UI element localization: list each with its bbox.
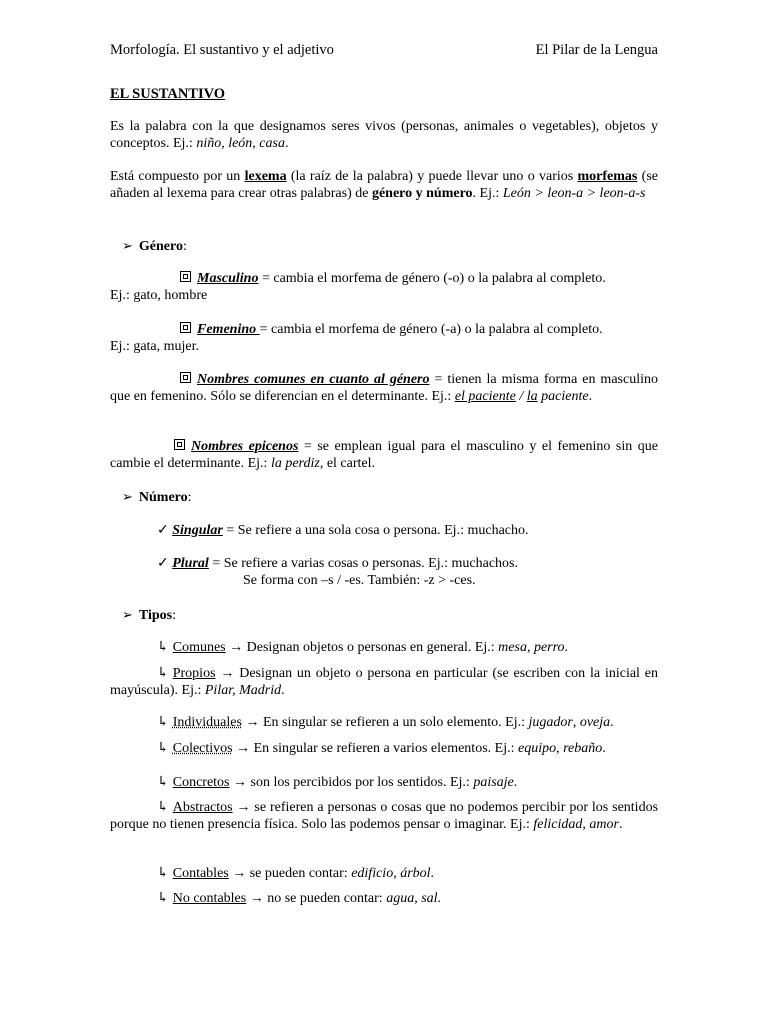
check-icon: ✓: [157, 523, 169, 538]
tipos-heading: ➢ Tipos:: [122, 607, 177, 623]
check-icon: ✓: [157, 556, 169, 571]
genero-masculino-example: Ej.: gato, hombre: [110, 288, 208, 303]
right-arrow-icon: →: [236, 800, 251, 815]
right-arrow-icon: →: [220, 666, 235, 681]
tipo-propios: ↳ Propios → Designan un objeto o persona en particular (se escriben con la inicial en mayúscula). Ej.: Pilar, Madrid.: [110, 666, 658, 698]
numero-singular: ✓ Singular = Se refiere a una sola cosa o persona. Ej.: muchacho.: [157, 523, 529, 538]
right-arrow-icon: →: [229, 640, 244, 655]
tipo-concretos: ↳ Concretos → son los percibidos por los sentidos. Ej.: paisaje.: [157, 775, 518, 790]
genero-heading: ➢ Género:: [122, 238, 187, 254]
hook-arrow-icon: ↳: [157, 666, 169, 681]
genero-epicenos: Nombres epicenos = se emplean igual para el masculino y el femenino sin que cambie el determinante. Ej.: la perdiz, el cartel.: [110, 439, 658, 471]
genero-masculino: Masculino = cambia el morfema de género (-o) o la palabra al completo.: [180, 270, 606, 287]
hook-arrow-icon: ↳: [157, 741, 169, 756]
tipo-abstractos: ↳ Abstractos → se refieren a personas o cosas que no podemos percibir por los sentidos porque no tienen presencia física. Solo las podemos pensar o imaginar. Ej.: felicidad, amor.: [110, 800, 659, 832]
tipo-comunes: ↳ Comunes → Designan objetos o personas en general. Ej.: mesa, perro.: [157, 640, 569, 655]
hook-arrow-icon: ↳: [157, 775, 169, 790]
numero-plural: ✓ Plural = Se refiere a varias cosas o personas. Ej.: muchachos.: [157, 556, 518, 571]
right-arrow-icon: →: [245, 715, 260, 730]
right-arrow-icon: →: [249, 891, 264, 906]
square-bullet-icon: [180, 372, 191, 383]
square-bullet-icon: [174, 439, 185, 450]
numero-heading: ➢ Número:: [122, 489, 192, 505]
square-bullet-icon: [180, 322, 191, 333]
header-left: Morfología. El sustantivo y el adjetivo: [110, 42, 334, 58]
genero-comunes: Nombres comunes en cuanto al género = tienen la misma forma en masculino que en femenino. Sólo se diferencian en el determinante. Ej.: el paciente / la paciente.: [110, 372, 658, 404]
arrow-bullet-icon: ➢: [122, 489, 133, 504]
right-arrow-icon: →: [233, 775, 247, 790]
hook-arrow-icon: ↳: [157, 891, 169, 906]
genero-femenino: Femenino = cambia el morfema de género (-a) o la palabra al completo.: [180, 321, 603, 338]
genero-femenino-example: Ej.: gata, mujer.: [110, 339, 200, 354]
hook-arrow-icon: ↳: [157, 800, 169, 815]
tipo-individuales: ↳ Individuales → En singular se refieren a un solo elemento. Ej.: jugador, oveja.: [157, 715, 614, 730]
intro-paragraph-1: Es la palabra con la que designamos seres vivos (personas, animales o vegetables), objetos y conceptos. Ej.: niño, león, casa.: [110, 119, 658, 151]
hook-arrow-icon: ↳: [157, 715, 169, 730]
tipo-contables: ↳ Contables → se pueden contar: edificio, árbol.: [157, 866, 435, 881]
numero-plural-formation: Se forma con –s / -es. También: -z > -ces.: [243, 573, 476, 588]
square-bullet-icon: [180, 271, 191, 282]
hook-arrow-icon: ↳: [157, 866, 169, 881]
hook-arrow-icon: ↳: [157, 640, 169, 655]
intro-paragraph-2: Está compuesto por un lexema (la raíz de la palabra) y puede llevar uno o varios morfemas (se añaden al lexema para crear otras palabras) de género y número. Ej.: León > leon-a > leon-a-s: [110, 169, 659, 201]
arrow-bullet-icon: ➢: [122, 238, 133, 253]
tipo-no-contables: ↳ No contables → no se pueden contar: agua, sal.: [157, 891, 442, 906]
right-arrow-icon: →: [236, 741, 251, 756]
page-title: EL SUSTANTIVO: [110, 86, 226, 102]
right-arrow-icon: →: [232, 866, 247, 881]
tipo-colectivos: ↳ Colectivos → En singular se refieren a varios elementos. Ej.: equipo, rebaño.: [157, 741, 606, 756]
header-right: El Pilar de la Lengua: [535, 42, 658, 58]
arrow-bullet-icon: ➢: [122, 607, 133, 622]
